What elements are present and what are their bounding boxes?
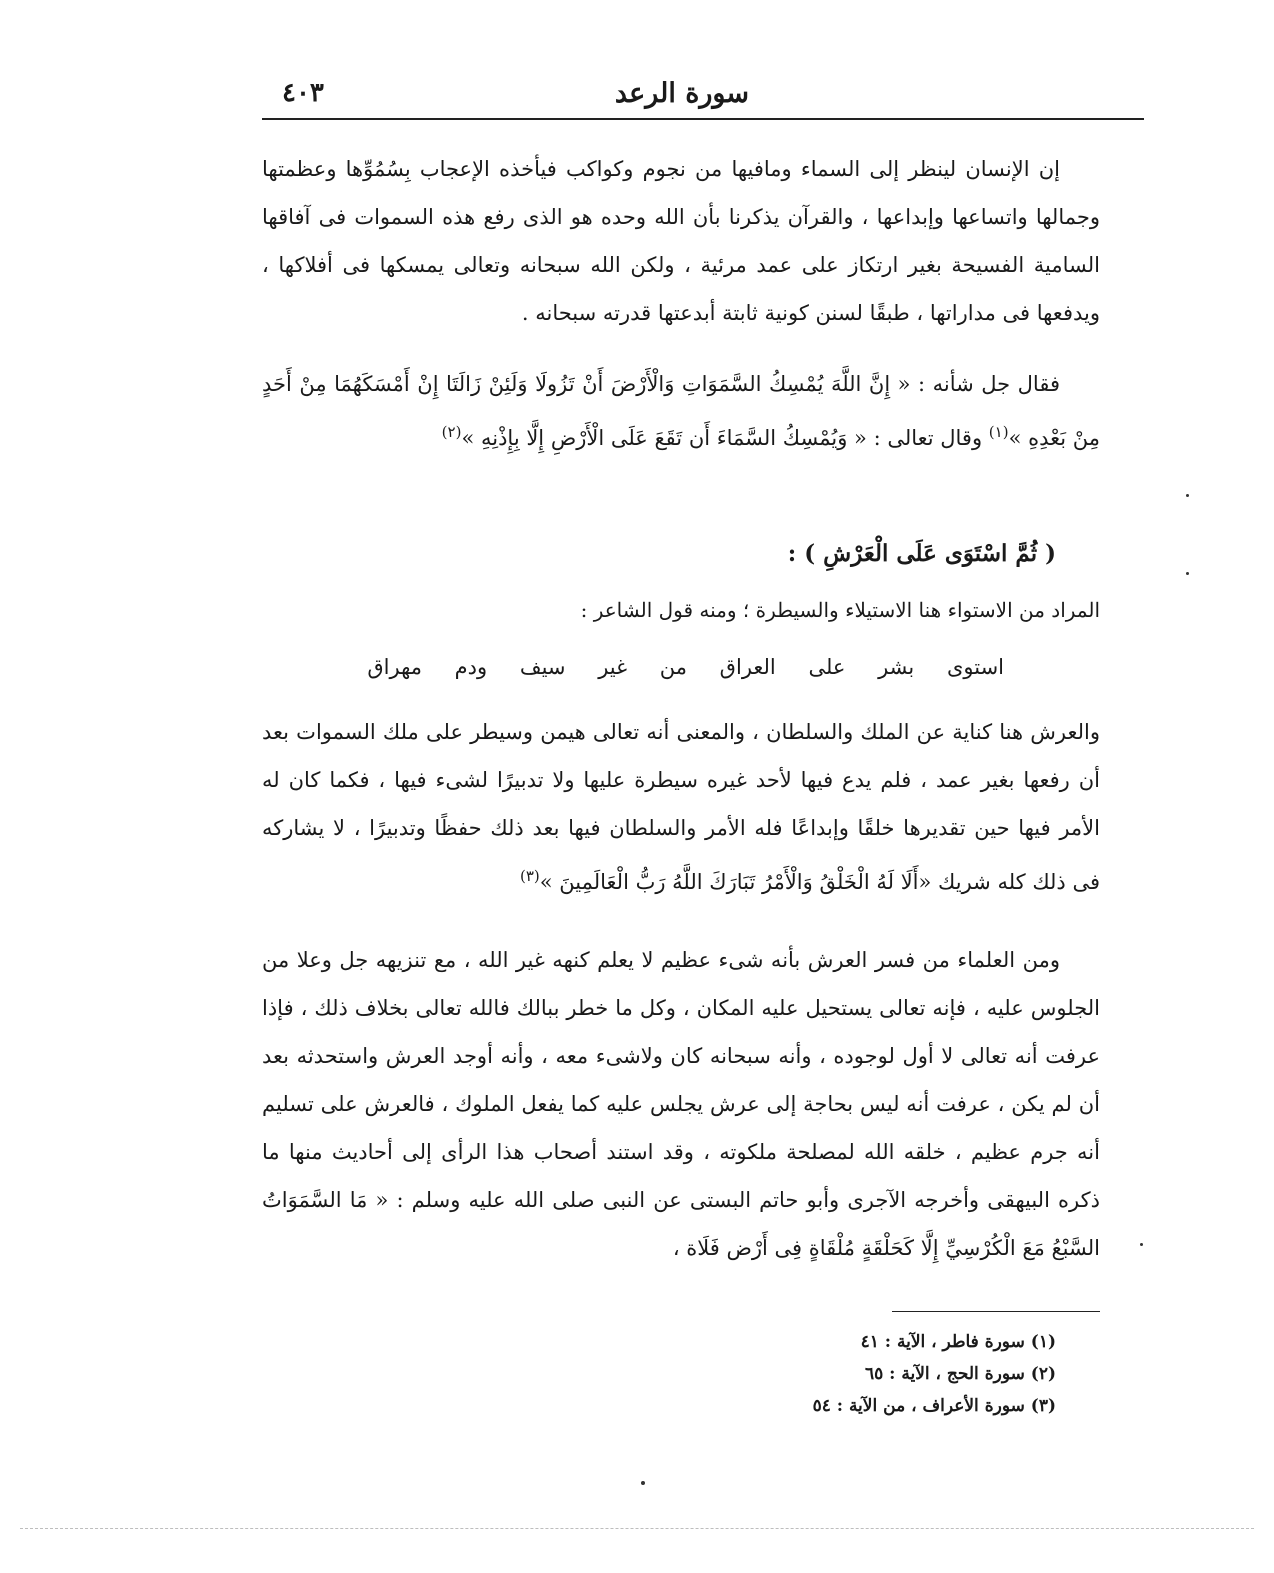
scan-speck (1186, 572, 1189, 575)
header-divider (262, 118, 1144, 120)
page-header (262, 70, 1144, 116)
chapter-title: سورة الرعد (614, 78, 749, 109)
footnote-3: (٣) سورة الأعراف ، من الآية : ٥٤ (812, 1396, 1056, 1416)
section-heading: ( ثُمَّ اسْتَوَى عَلَى الْعَرْشِ ) : (787, 540, 1056, 567)
paragraph-scholars: ومن العلماء من فسر العرش بأنه شىء عظيم لا يعلم كنهه غير الله ، مع تنزيهه جل وعلا من الجلوس عليه ، فإنه تعالى يستحيل عليه المكان ، وكل ما خطر ببالك فالله تعالى بخلاف ذلك ، فإذا عرفت أنه تعالى لا أول لوجوده ، وأنه سبحانه كان ولاشىء معه ، وأنه أوجد العرش واستحدثه بعد أن لم يكن ، عرفت أنه ليس بحاجة إلى عرش يجلس عليه كما يفعل الملوك ، فالعرش على تسليم أنه جرم عظيم ، خلقه الله لمصلحة ملكوته ، وقد استند أصحاب هذا الرأى إلى أحاديث منها ما ذكره البيهقى وأخرجه الآجرى وأبو حاتم البستى عن النبى صلى الله عليه وسلم : « مَا السَّمَوَاتُ السَّبْعُ مَعَ الْكُرْسِيِّ إِلَّا كَحَلْقَةٍ مُلْقَاةٍ فِى أَرْض فَلَاة ، (262, 948, 1100, 1260)
quote-text-1: فقال جل شأنه : « إِنَّ اللَّهَ يُمْسِكُ السَّمَوَاتِ وَالْأَرْضَ أَنْ تَزُولَا وَلَئِنْ زَالَتَا إِنْ أَمْسَكَهُمَا مِنْ أَحَدٍ مِنْ بَعْدِهِ » (262, 372, 1100, 450)
definition-line: المراد من الاستواء هنا الاستيلاء والسيطرة ؛ ومنه قول الشاعر : (580, 598, 1100, 622)
scan-speck (1140, 1243, 1143, 1246)
paragraph-throne-text: والعرش هنا كناية عن الملك والسلطان ، والمعنى أنه تعالى هيمن وسيطر على ملك السموات بعد أن رفعها بغير عمد ، فلم يدع فيها لأحد غيره سيطرة عليها ولا تدبيرًا لشىء فيها ، فكما كان له الأمر فيها حين تقديرها خلقًا وإبداعًا فله الأمر والسلطان فيها بعد ذلك حفظًا وتدبيرًا ، لا يشاركه فى ذلك كله شريك «أَلَا لَهُ الْخَلْقُ وَالْأَمْرُ تَبَارَكَ اللَّهُ رَبُّ الْعَالَمِينَ » (262, 720, 1100, 894)
paragraph-intro: إن الإنسان لينظر إلى السماء ومافيها من نجوم وكواكب فيأخذه الإعجاب بِسُمُوِّها وعظمتها وجمالها واتساعها وإبداعها ، والقرآن يذكرنا بأن الله وحده هو الذى رفع هذه السموات فى آفاقها السامية الفسيحة بغير ارتكاز على عمد مرئية ، ولكن الله سبحانه وتعالى يمسكها فى أفلاكها ، ويدفعها فى مداراتها ، طبقًا لسنن كونية ثابتة أبدعتها قدرته سبحانه . (262, 157, 1100, 325)
scan-speck (1186, 494, 1189, 497)
footnote-ref-3: (٣) (519, 867, 540, 885)
paragraph-throne-meaning (262, 708, 1100, 906)
footnote-divider (892, 1311, 1100, 1312)
footnotes (813, 1326, 1056, 1422)
footnote-2: (٢) سورة الحج ، الآية : ٦٥ (864, 1364, 1056, 1384)
footnote-1: (١) سورة فاطر ، الآية : ٤١ (860, 1332, 1056, 1352)
page-number: ٤٠٣ (282, 78, 324, 108)
poem-verse: استوى بشر على العراق من غير سيف ودم مهراق (367, 655, 1004, 679)
quote-text-2: وقال تعالى : « وَيُمْسِكُ السَّمَاءَ أَن تَقَعَ عَلَى الْأَرْضِ إِلَّا بِإِذْنِهِ » (461, 426, 989, 450)
scan-edge-line (20, 1528, 1254, 1529)
footnote-ref-2: (٢) (441, 423, 462, 441)
footnote-ref-1: (١) (988, 423, 1009, 441)
scan-speck (641, 1481, 645, 1485)
paragraph-quran-quote (262, 360, 1100, 462)
